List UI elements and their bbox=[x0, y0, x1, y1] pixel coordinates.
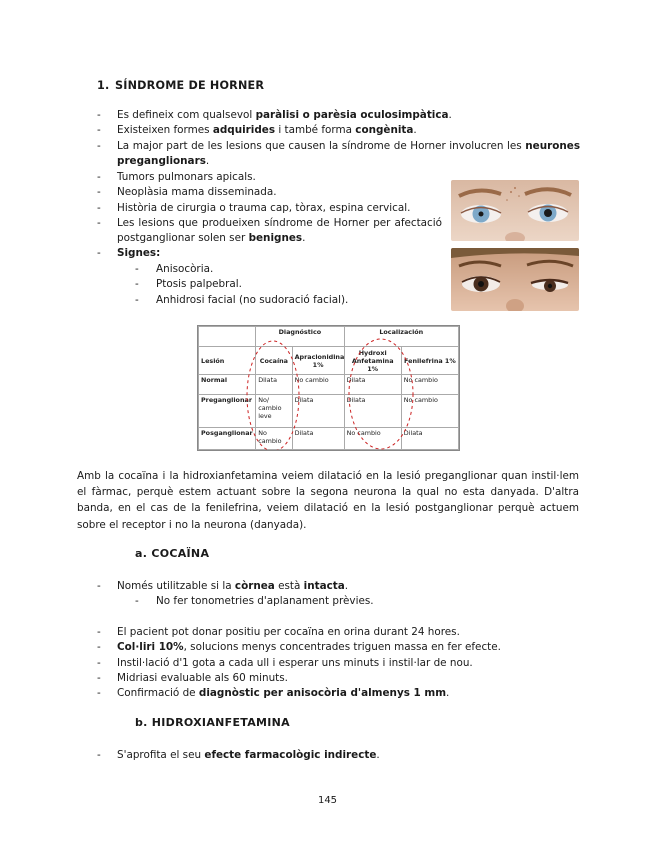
section-title: SÍNDROME DE HORNER bbox=[115, 79, 265, 92]
page-number: 145 bbox=[317, 795, 338, 806]
table-row: Preganglionar No/ cambio leve Dilata Dilata No cambio bbox=[199, 395, 459, 428]
list-item bbox=[97, 246, 442, 261]
list-item: - Neoplàsia mama disseminada. bbox=[97, 185, 442, 200]
list-item: - Ptosis palpebral. bbox=[135, 277, 435, 292]
explanation-paragraph: Amb la cocaïna i la hidroxianfetamina veiem dilatació en la lesió preganglionar quan instil·lem el fàrmac, perquè estem actuant sobre la segona neurona la qual no esta danyada. D'altra banda, en el cas de la fenilefrina, veiem dilatació en la lesió postganglionar perquè actuem sobre el receptor i no la neurona (danyada). bbox=[77, 470, 579, 531]
list-item: - Tumors pulmonars apicals. bbox=[97, 170, 442, 185]
list-item: - Confirmació de diagnòstic per anisocòria d'almenys 1 mm. bbox=[97, 686, 580, 701]
list-item: - Les lesions que produeixen síndrome de Horner per afectació postganglionar solen ser benignes. bbox=[97, 216, 442, 247]
col-header-lesion: Lesión bbox=[199, 347, 256, 374]
list-item: - Anisocòria. bbox=[135, 262, 435, 277]
list-item: - S'aprofita el seu efecte farmacològic indirecte. bbox=[97, 748, 580, 763]
signs-label: Signes: bbox=[117, 247, 161, 260]
table-row: Posganglionar No cambio Dilata No cambio Dilata bbox=[199, 427, 459, 449]
col-header-apraclonidina: Apraclonidina 1% bbox=[292, 347, 344, 374]
diagnostic-table-image bbox=[197, 325, 460, 451]
cocaina-list-2 bbox=[97, 625, 580, 701]
col-header-hydroxi: Hydroxi Anfetamina 1% bbox=[344, 347, 401, 374]
list-item: - Midriasi evaluable als 60 minuts. bbox=[97, 671, 580, 686]
hidroxi-list bbox=[97, 748, 580, 763]
group-header-diagnostico: Diagnóstico bbox=[256, 327, 344, 347]
list-item: - No fer tonometries d'aplanament prèvies. bbox=[135, 594, 575, 609]
list-item: - La major part de les lesions que causen la síndrome de Horner involucren les neurones preganglionars. bbox=[97, 139, 580, 170]
list-item: - Instil·lació d'1 gota a cada ull i esperar uns minuts i instil·lar de nou. bbox=[97, 656, 580, 671]
red-annotation-circles bbox=[198, 326, 459, 450]
list-item: - Es defineix com qualsevol paràlisi o parèsia oculosimpàtica. bbox=[97, 108, 580, 123]
cocaina-sublist bbox=[135, 594, 575, 609]
intro-list bbox=[97, 108, 580, 169]
eyes-photo-ptosis bbox=[451, 248, 579, 311]
group-header-localizacion: Localización bbox=[344, 327, 458, 347]
section-number: 1. bbox=[97, 79, 110, 92]
col-header-cocaina: Cocaína bbox=[256, 347, 292, 374]
list-item: - El pacient pot donar positiu per cocaïna en orina durant 24 hores. bbox=[97, 625, 580, 640]
subheading-cocaina: a. COCAÏNA bbox=[135, 547, 210, 560]
intro-list-2 bbox=[97, 170, 442, 262]
section-heading bbox=[97, 79, 264, 92]
subheading-hidroxianfetamina: b. HIDROXIANFETAMINA bbox=[135, 716, 290, 729]
list-item: - Existeixen formes adquirides i també forma congènita. bbox=[97, 123, 580, 138]
col-header-fenilefrina: Fenilefrina 1% bbox=[401, 347, 458, 374]
list-item: - Història de cirurgia o trauma cap, tòrax, espina cervical. bbox=[97, 201, 442, 216]
list-item: - Només utilitzable si la còrnea està intacta. bbox=[97, 579, 580, 594]
table-row: Normal Dilata No cambio Dilata No cambio bbox=[199, 374, 459, 394]
list-item: - Anhidrosi facial (no sudoració facial). bbox=[135, 293, 435, 308]
eyes-photo-anisocoria bbox=[451, 180, 579, 241]
list-item: - Col·liri 10%, solucions menys concentrades triguen massa en fer efecte. bbox=[97, 640, 580, 655]
cocaina-list-1 bbox=[97, 579, 580, 594]
signs-list bbox=[135, 262, 435, 308]
